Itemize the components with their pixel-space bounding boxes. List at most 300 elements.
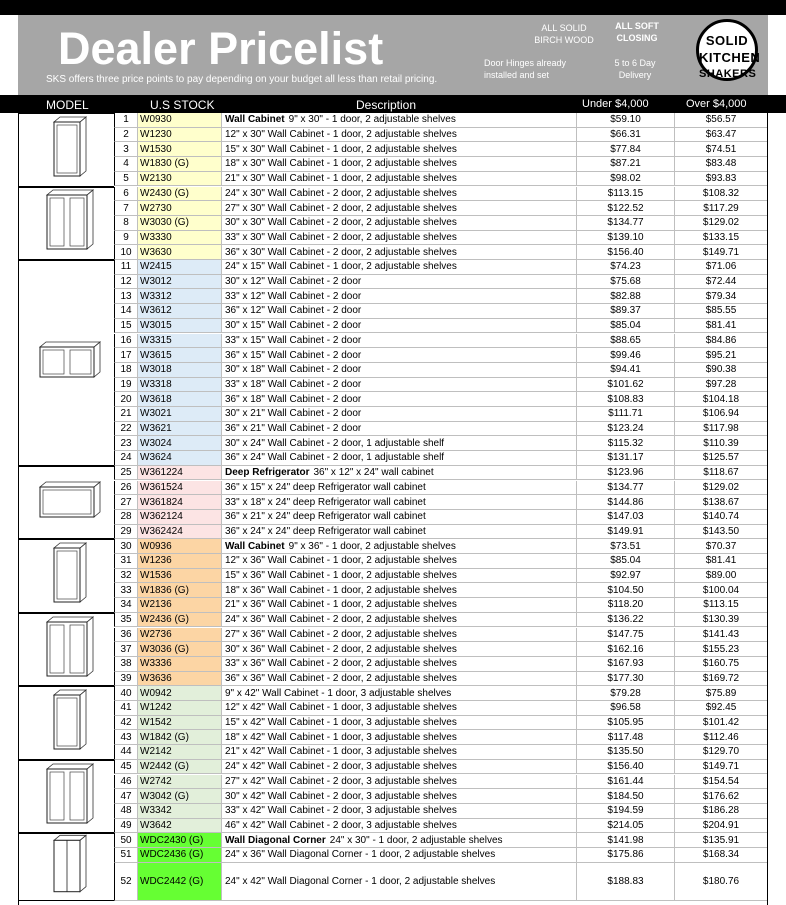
row-number: 9: [114, 231, 137, 246]
stock-sku: W1530: [137, 142, 221, 157]
stock-sku: W2430 (G): [137, 187, 221, 202]
table-row: [18, 334, 768, 349]
item-description: [221, 157, 576, 172]
item-description: [221, 113, 576, 128]
item-description: [221, 378, 576, 393]
item-description: [221, 672, 576, 687]
table-left-border: [18, 113, 19, 905]
price-over-4000: $63.47: [674, 128, 768, 143]
stock-sku: W3315: [137, 334, 221, 349]
table-row: [18, 833, 768, 848]
row-number: 35: [114, 613, 137, 628]
row-number: 16: [114, 334, 137, 349]
table-row: [18, 481, 768, 496]
row-number: 30: [114, 539, 137, 554]
stock-sku: W3630: [137, 245, 221, 260]
price-over-4000: $70.37: [674, 539, 768, 554]
description-text: 33" x 36" Wall Cabinet - 2 door, 2 adjustable shelves: [225, 658, 457, 670]
table-row: [18, 863, 768, 901]
price-under-4000: $75.68: [576, 275, 674, 290]
price-over-4000: $155.23: [674, 642, 768, 657]
stock-sku: W3030 (G): [137, 216, 221, 231]
stock-sku: W3618: [137, 392, 221, 407]
wall-diagonal-corner-icon: [18, 833, 114, 900]
stock-sku: W2130: [137, 172, 221, 187]
row-number: 44: [114, 745, 137, 760]
description-text: 36" x 21" Wall Cabinet - 2 door: [225, 423, 362, 435]
stock-sku: W0930: [137, 113, 221, 128]
description-bold: Wall Diagonal Corner: [225, 834, 326, 846]
logo-line-1: SOLID: [705, 33, 749, 48]
item-description: [221, 642, 576, 657]
description-text: 24" x 30" - 1 door, 2 adjustable shelves: [329, 834, 503, 846]
description-text: 15" x 42" Wall Cabinet - 1 door, 3 adjustable shelves: [225, 717, 457, 729]
row-number: 34: [114, 598, 137, 613]
description-text: 30" x 36" Wall Cabinet - 2 door, 2 adjustable shelves: [225, 643, 457, 655]
stock-sku: W3621: [137, 422, 221, 437]
description-text: 30" x 42" Wall Cabinet - 2 door, 3 adjustable shelves: [225, 790, 457, 802]
description-bold: Deep Refrigerator: [225, 467, 310, 479]
price-under-4000: $194.59: [576, 804, 674, 819]
price-under-4000: $123.24: [576, 422, 674, 437]
row-number: 41: [114, 701, 137, 716]
price-under-4000: $104.50: [576, 583, 674, 598]
table-row: [18, 613, 768, 628]
item-description: [221, 613, 576, 628]
price-over-4000: $129.02: [674, 481, 768, 496]
stock-sku: W3336: [137, 657, 221, 672]
note-solid-birch: [524, 22, 604, 46]
description-bold: Wall Cabinet: [225, 114, 285, 126]
top-black-bar: [0, 0, 786, 15]
price-over-4000: $125.57: [674, 451, 768, 466]
stock-sku: W2736: [137, 628, 221, 643]
price-under-4000: $108.83: [576, 392, 674, 407]
row-number: 38: [114, 657, 137, 672]
item-description: [221, 363, 576, 378]
description-text: 12" x 42" Wall Cabinet - 1 door, 3 adjustable shelves: [225, 702, 457, 714]
page-title: Dealer Pricelist: [58, 23, 384, 74]
stock-sku: W2415: [137, 260, 221, 275]
stock-sku: WDC2442 (G): [137, 863, 221, 901]
row-number: 4: [114, 157, 137, 172]
price-under-4000: $98.02: [576, 172, 674, 187]
price-under-4000: $117.48: [576, 730, 674, 745]
description-text: 21" x 42" Wall Cabinet - 1 door, 3 adjustable shelves: [225, 746, 457, 758]
table-row: [18, 672, 768, 687]
table-row: [18, 760, 768, 775]
price-over-4000: $143.50: [674, 525, 768, 540]
solid-kitchen-shakers-logo: [696, 19, 761, 81]
item-description: [221, 701, 576, 716]
table-row: [18, 275, 768, 290]
item-description: [221, 187, 576, 202]
table-row: [18, 775, 768, 790]
description-text: 15" x 36" Wall Cabinet - 1 door, 2 adjustable shelves: [225, 570, 457, 582]
note-delivery: [600, 57, 670, 81]
item-description: [221, 760, 576, 775]
stock-sku: W1536: [137, 569, 221, 584]
price-over-4000: $104.18: [674, 392, 768, 407]
description-text: 9" x 36" - 1 door, 2 adjustable shelves: [288, 540, 456, 552]
table-row: [18, 466, 768, 481]
price-under-4000: $99.46: [576, 348, 674, 363]
item-description: [221, 775, 576, 790]
item-description: [221, 319, 576, 334]
row-number: 42: [114, 716, 137, 731]
price-under-4000: $92.97: [576, 569, 674, 584]
table-row: [18, 289, 768, 304]
description-text: 36" x 15" x 24" deep Refrigerator wall cabinet: [225, 481, 426, 493]
row-number: 28: [114, 510, 137, 525]
description-text: 15" x 30" Wall Cabinet - 1 door, 2 adjustable shelves: [225, 143, 457, 155]
price-over-4000: $117.29: [674, 201, 768, 216]
price-over-4000: $113.15: [674, 598, 768, 613]
price-over-4000: $75.89: [674, 686, 768, 701]
stock-sku: W2730: [137, 201, 221, 216]
price-under-4000: $177.30: [576, 672, 674, 687]
table-row: [18, 216, 768, 231]
price-under-4000: $167.93: [576, 657, 674, 672]
description-text: 33" x 18" Wall Cabinet - 2 door: [225, 378, 362, 390]
row-number: 1: [114, 113, 137, 128]
wall-cabinet-single-36-icon: [18, 539, 114, 613]
stock-sku: W3021: [137, 407, 221, 422]
stock-sku: W1836 (G): [137, 583, 221, 598]
description-text: 30" x 15" Wall Cabinet - 2 door: [225, 320, 362, 332]
table-row: [18, 745, 768, 760]
price-under-4000: $77.84: [576, 142, 674, 157]
price-over-4000: $83.48: [674, 157, 768, 172]
description-text: 18" x 42" Wall Cabinet - 1 door, 3 adjustable shelves: [225, 731, 457, 743]
stock-sku: WDC2430 (G): [137, 833, 221, 848]
price-over-4000: $149.71: [674, 760, 768, 775]
table-row: [18, 157, 768, 172]
price-over-4000: $79.34: [674, 289, 768, 304]
description-text: 30" x 30" Wall Cabinet - 2 door, 2 adjustable shelves: [225, 217, 457, 229]
price-over-4000: $81.41: [674, 554, 768, 569]
price-over-4000: $85.55: [674, 304, 768, 319]
table-row: [18, 569, 768, 584]
item-description: [221, 598, 576, 613]
price-under-4000: $147.75: [576, 628, 674, 643]
item-description: [221, 848, 576, 863]
price-over-4000: $72.44: [674, 275, 768, 290]
item-description: [221, 392, 576, 407]
row-number: 10: [114, 245, 137, 260]
item-description: [221, 569, 576, 584]
item-description: [221, 334, 576, 349]
price-over-4000: $97.28: [674, 378, 768, 393]
stock-sku: W2742: [137, 775, 221, 790]
description-text: 21" x 36" Wall Cabinet - 1 door, 2 adjustable shelves: [225, 599, 457, 611]
price-over-4000: $117.98: [674, 422, 768, 437]
stock-sku: W2136: [137, 598, 221, 613]
col-price-over: Over $4,000: [686, 98, 747, 110]
description-text: 9" x 30" - 1 door, 2 adjustable shelves: [288, 114, 456, 126]
pricelist-header: [18, 15, 768, 95]
note-hinges: [484, 57, 594, 81]
stock-sku: W1830 (G): [137, 157, 221, 172]
price-over-4000: $140.74: [674, 510, 768, 525]
note-solid-text: ALL SOLID BIRCH WOOD: [534, 23, 594, 45]
description-text: 36" x 15" Wall Cabinet - 2 door: [225, 349, 362, 361]
item-description: [221, 142, 576, 157]
item-description: [221, 275, 576, 290]
description-text: 24" x 30" Wall Cabinet - 2 door, 2 adjustable shelves: [225, 187, 457, 199]
price-under-4000: $113.15: [576, 187, 674, 202]
stock-sku: W3612: [137, 304, 221, 319]
row-number: 46: [114, 775, 137, 790]
price-under-4000: $135.50: [576, 745, 674, 760]
row-number: 29: [114, 525, 137, 540]
row-number: 15: [114, 319, 137, 334]
row-number: 40: [114, 686, 137, 701]
row-number: 21: [114, 407, 137, 422]
stock-sku: W1242: [137, 701, 221, 716]
item-description: [221, 304, 576, 319]
row-number: 27: [114, 495, 137, 510]
price-under-4000: $82.88: [576, 289, 674, 304]
item-description: [221, 789, 576, 804]
price-under-4000: $161.44: [576, 775, 674, 790]
item-description: [221, 172, 576, 187]
description-text: 36" x 18" Wall Cabinet - 2 door: [225, 393, 362, 405]
description-text: 27" x 42" Wall Cabinet - 2 door, 3 adjustable shelves: [225, 775, 457, 787]
table-row: [18, 436, 768, 451]
description-text: 36" x 24" x 24" deep Refrigerator wall cabinet: [225, 525, 426, 537]
table-row: [18, 848, 768, 863]
price-over-4000: $130.39: [674, 613, 768, 628]
table-row: [18, 628, 768, 643]
price-over-4000: $149.71: [674, 245, 768, 260]
table-row: [18, 407, 768, 422]
price-under-4000: $74.23: [576, 260, 674, 275]
price-under-4000: $85.04: [576, 554, 674, 569]
description-text: 36" x 30" Wall Cabinet - 2 door, 2 adjustable shelves: [225, 246, 457, 258]
row-number: 13: [114, 289, 137, 304]
row-number: 20: [114, 392, 137, 407]
description-text: 12" x 30" Wall Cabinet - 1 door, 2 adjustable shelves: [225, 129, 457, 141]
table-row: [18, 363, 768, 378]
wall-cabinet-double-36-icon: [18, 613, 114, 687]
item-description: [221, 716, 576, 731]
row-number: 37: [114, 642, 137, 657]
price-over-4000: $95.21: [674, 348, 768, 363]
price-over-4000: $90.38: [674, 363, 768, 378]
item-description: [221, 201, 576, 216]
description-bold: Wall Cabinet: [225, 540, 285, 552]
item-description: [221, 260, 576, 275]
item-description: [221, 128, 576, 143]
item-description: [221, 583, 576, 598]
price-over-4000: $133.15: [674, 231, 768, 246]
price-over-4000: $135.91: [674, 833, 768, 848]
table-row: [18, 378, 768, 393]
wall-cabinet-single-42-icon: [18, 686, 114, 760]
row-number: 50: [114, 833, 137, 848]
price-under-4000: $147.03: [576, 510, 674, 525]
stock-sku: W3642: [137, 819, 221, 834]
stock-sku: W3012: [137, 275, 221, 290]
price-over-4000: $56.57: [674, 113, 768, 128]
price-over-4000: $186.28: [674, 804, 768, 819]
refrigerator-cabinet-icon: [18, 466, 114, 540]
table-row: [18, 716, 768, 731]
table-row: [18, 730, 768, 745]
price-under-4000: $73.51: [576, 539, 674, 554]
wall-cabinet-double-42-icon: [18, 760, 114, 834]
price-over-4000: $89.00: [674, 569, 768, 584]
price-under-4000: $134.77: [576, 216, 674, 231]
table-row: [18, 686, 768, 701]
table-row: [18, 701, 768, 716]
stock-sku: W3015: [137, 319, 221, 334]
stock-sku: W3318: [137, 378, 221, 393]
description-text: 9" x 42" Wall Cabinet - 1 door, 3 adjustable shelves: [225, 687, 452, 699]
price-over-4000: $93.83: [674, 172, 768, 187]
row-number: 18: [114, 363, 137, 378]
table-row: [18, 495, 768, 510]
price-under-4000: $96.58: [576, 701, 674, 716]
row-number: 2: [114, 128, 137, 143]
price-under-4000: $79.28: [576, 686, 674, 701]
row-number: 8: [114, 216, 137, 231]
item-description: [221, 745, 576, 760]
table-row: [18, 172, 768, 187]
stock-sku: W3342: [137, 804, 221, 819]
table-row: [18, 113, 768, 128]
description-text: 24" x 42" Wall Cabinet - 2 door, 3 adjustable shelves: [225, 761, 457, 773]
row-number: 36: [114, 628, 137, 643]
col-model: MODEL: [46, 98, 89, 112]
price-under-4000: $88.65: [576, 334, 674, 349]
table-row: [18, 348, 768, 363]
price-over-4000: $100.04: [674, 583, 768, 598]
price-under-4000: $214.05: [576, 819, 674, 834]
price-over-4000: $141.43: [674, 628, 768, 643]
price-under-4000: $156.40: [576, 245, 674, 260]
description-text: 12" x 36" Wall Cabinet - 1 door, 2 adjustable shelves: [225, 555, 457, 567]
description-text: 46" x 42" Wall Cabinet - 2 door, 3 adjustable shelves: [225, 819, 457, 831]
row-number: 22: [114, 422, 137, 437]
table-row: [18, 201, 768, 216]
logo-line-3: SHAKERS: [699, 68, 757, 80]
stock-sku: W3036 (G): [137, 642, 221, 657]
stock-sku: W3636: [137, 672, 221, 687]
description-text: 18" x 36" Wall Cabinet - 1 door, 2 adjustable shelves: [225, 584, 457, 596]
description-text: 18" x 30" Wall Cabinet - 1 door, 2 adjustable shelves: [225, 158, 457, 170]
item-description: [221, 525, 576, 540]
price-under-4000: $59.10: [576, 113, 674, 128]
stock-sku: W3624: [137, 451, 221, 466]
row-number: 48: [114, 804, 137, 819]
row-number: 47: [114, 789, 137, 804]
item-description: [221, 481, 576, 496]
table-row: [18, 422, 768, 437]
table-row: [18, 231, 768, 246]
row-number: 3: [114, 142, 137, 157]
description-text: 33" x 15" Wall Cabinet - 2 door: [225, 334, 362, 346]
price-over-4000: $101.42: [674, 716, 768, 731]
item-description: [221, 216, 576, 231]
price-over-4000: $204.91: [674, 819, 768, 834]
price-over-4000: $106.94: [674, 407, 768, 422]
stock-sku: W361524: [137, 481, 221, 496]
stock-sku: W1842 (G): [137, 730, 221, 745]
table-row: [18, 804, 768, 819]
column-header-row: [0, 95, 786, 113]
table-row: [18, 392, 768, 407]
description-text: 24" x 36" Wall Cabinet - 2 door, 2 adjustable shelves: [225, 614, 457, 626]
row-number: 12: [114, 275, 137, 290]
description-text: 24" x 42" Wall Diagonal Corner - 1 door, 2 adjustable shelves: [225, 875, 496, 887]
item-description: [221, 495, 576, 510]
price-under-4000: $122.52: [576, 201, 674, 216]
row-number: 14: [114, 304, 137, 319]
stock-sku: W3330: [137, 231, 221, 246]
stock-sku: W0936: [137, 539, 221, 554]
description-text: 33" x 12" Wall Cabinet - 2 door: [225, 290, 362, 302]
row-number: 5: [114, 172, 137, 187]
wall-cabinet-short-double-icon: [18, 260, 114, 466]
price-under-4000: $115.32: [576, 436, 674, 451]
table-row: [18, 451, 768, 466]
item-description: [221, 466, 576, 481]
stock-sku: W0942: [137, 686, 221, 701]
price-under-4000: $123.96: [576, 466, 674, 481]
table-row: [18, 554, 768, 569]
item-description: [221, 833, 576, 848]
price-under-4000: $85.04: [576, 319, 674, 334]
description-text: 24" x 15" Wall Cabinet - 1 door, 2 adjustable shelves: [225, 261, 457, 273]
row-number: 19: [114, 378, 137, 393]
row-number: 23: [114, 436, 137, 451]
price-under-4000: $94.41: [576, 363, 674, 378]
stock-sku: W362424: [137, 525, 221, 540]
item-description: [221, 407, 576, 422]
price-over-4000: $71.06: [674, 260, 768, 275]
price-over-4000: $138.67: [674, 495, 768, 510]
table-row: [18, 187, 768, 202]
stock-sku: W3018: [137, 363, 221, 378]
price-over-4000: $129.70: [674, 745, 768, 760]
stock-sku: W3024: [137, 436, 221, 451]
stock-sku: W1230: [137, 128, 221, 143]
price-under-4000: $184.50: [576, 789, 674, 804]
stock-sku: W362124: [137, 510, 221, 525]
table-row: [18, 128, 768, 143]
item-description: [221, 686, 576, 701]
price-under-4000: $101.62: [576, 378, 674, 393]
item-description: [221, 628, 576, 643]
price-over-4000: $168.34: [674, 848, 768, 863]
price-over-4000: $92.45: [674, 701, 768, 716]
table-row: [18, 245, 768, 260]
row-number: 32: [114, 569, 137, 584]
description-text: 36" x 12" Wall Cabinet - 2 door: [225, 305, 362, 317]
description-text: 30" x 12" Wall Cabinet - 2 door: [225, 276, 362, 288]
price-under-4000: $144.86: [576, 495, 674, 510]
price-under-4000: $136.22: [576, 613, 674, 628]
logo-line-2: KITCHEN: [699, 50, 761, 65]
item-description: [221, 436, 576, 451]
row-number: 49: [114, 819, 137, 834]
row-number: 45: [114, 760, 137, 775]
description-text: 30" x 21" Wall Cabinet - 2 door: [225, 408, 362, 420]
table-row: [18, 642, 768, 657]
price-over-4000: $169.72: [674, 672, 768, 687]
